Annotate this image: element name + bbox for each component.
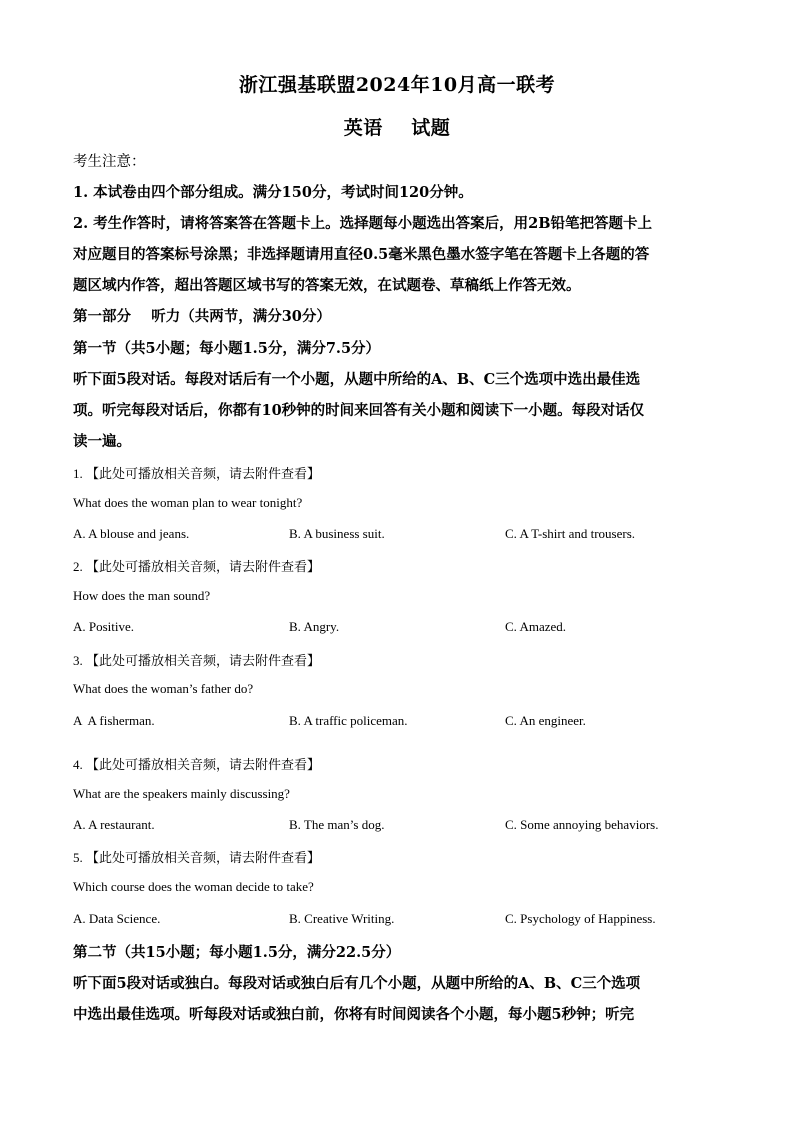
section2-instructions-line-2: 中选出最佳选项。听每段对话或独白前，你将有时间阅读各个小题，每小题5秒钟；听完 [73,1006,635,1023]
question-3-option-c: C. An engineer. [505,713,586,728]
section1-heading: 第一节（共5小题；每小题1.5分，满分7.5分） [73,340,381,357]
question-3-audio[interactable]: 3. 【此处可播放相关音频，请去附件查看】 [73,653,321,668]
section2-heading: 第二节（共15小题；每小题1.5分，满分22.5分） [73,944,401,961]
question-5-stem: Which course does the woman decide to take? [73,879,314,894]
question-1-option-a: A. A blouse and jeans. [73,526,190,541]
question-4-option-a: A. A restaurant. [73,817,155,832]
question-2-option-a: A. Positive. [73,619,135,634]
section1-instructions-line-1: 听下面5段对话。每段对话后有一个小题，从题中所给的A、B、C三个选项中选出最佳选 [73,371,641,388]
question-2-option-b: B. Angry. [289,619,340,634]
question-4-option-c: C. Some annoying behaviors. [505,817,659,832]
part1-heading: 第一部分 听力（共两节，满分30分） [73,308,331,325]
question-4-audio[interactable]: 4. 【此处可播放相关音频，请去附件查看】 [73,757,321,772]
question-5-option-c: C. Psychology of Happiness. [505,911,656,926]
question-4-option-b: B. The man’s dog. [289,817,385,832]
notice-item-1: 1. 本试卷由四个部分组成。满分150分，考试时间120分钟。 [73,184,473,201]
question-3-option-a: A A fisherman. [73,713,155,728]
question-3-stem: What does the woman’s father do? [73,681,254,696]
exam-title: 浙江强基联盟2024年10月高一联考 [238,74,556,96]
question-1-audio[interactable]: 1. 【此处可播放相关音频，请去附件查看】 [73,466,321,481]
notice-item-2-line-1: 2. 考生作答时，请将答案答在答题卡上。选择题每小题选出答案后，用2B铅笔把答题卡上 [73,215,653,232]
section2-instructions-line-1: 听下面5段对话或独白。每段对话或独白后有几个小题，从题中所给的A、B、C三个选项 [73,975,641,992]
question-5-option-a: A. Data Science. [73,911,161,926]
question-1-stem: What does the woman plan to wear tonight? [73,495,303,510]
question-5-audio[interactable]: 5. 【此处可播放相关音频，请去附件查看】 [73,850,321,865]
question-2-stem: How does the man sound? [73,588,211,603]
notice-heading: 考生注意： [73,154,146,170]
question-2-audio[interactable]: 2. 【此处可播放相关音频，请去附件查看】 [73,559,321,574]
section1-instructions-line-2: 项。听完每段对话后，你都有10秒钟的时间来回答有关小题和阅读下一小题。每段对话仅 [73,402,645,419]
question-5-option-b: B. Creative Writing. [289,911,395,926]
question-3-option-b: B. A traffic policeman. [289,713,408,728]
exam-subtitle: 英语 试题 [343,117,451,139]
question-4-stem: What are the speakers mainly discussing? [73,786,290,801]
question-2-option-c: C. Amazed. [505,619,567,634]
question-1-option-c: C. A T-shirt and trousers. [505,526,636,541]
notice-item-2-line-3: 题区域内作答，超出答题区域书写的答案无效，在试题卷、草稿纸上作答无效。 [73,277,581,294]
question-1-option-b: B. A business suit. [289,526,385,541]
section1-instructions-line-3: 读一遍。 [73,433,131,450]
notice-item-2-line-2: 对应题目的答案标号涂黑；非选择题请用直径0.5毫米黑色墨水签字笔在答题卡上各题的答 [73,246,650,263]
